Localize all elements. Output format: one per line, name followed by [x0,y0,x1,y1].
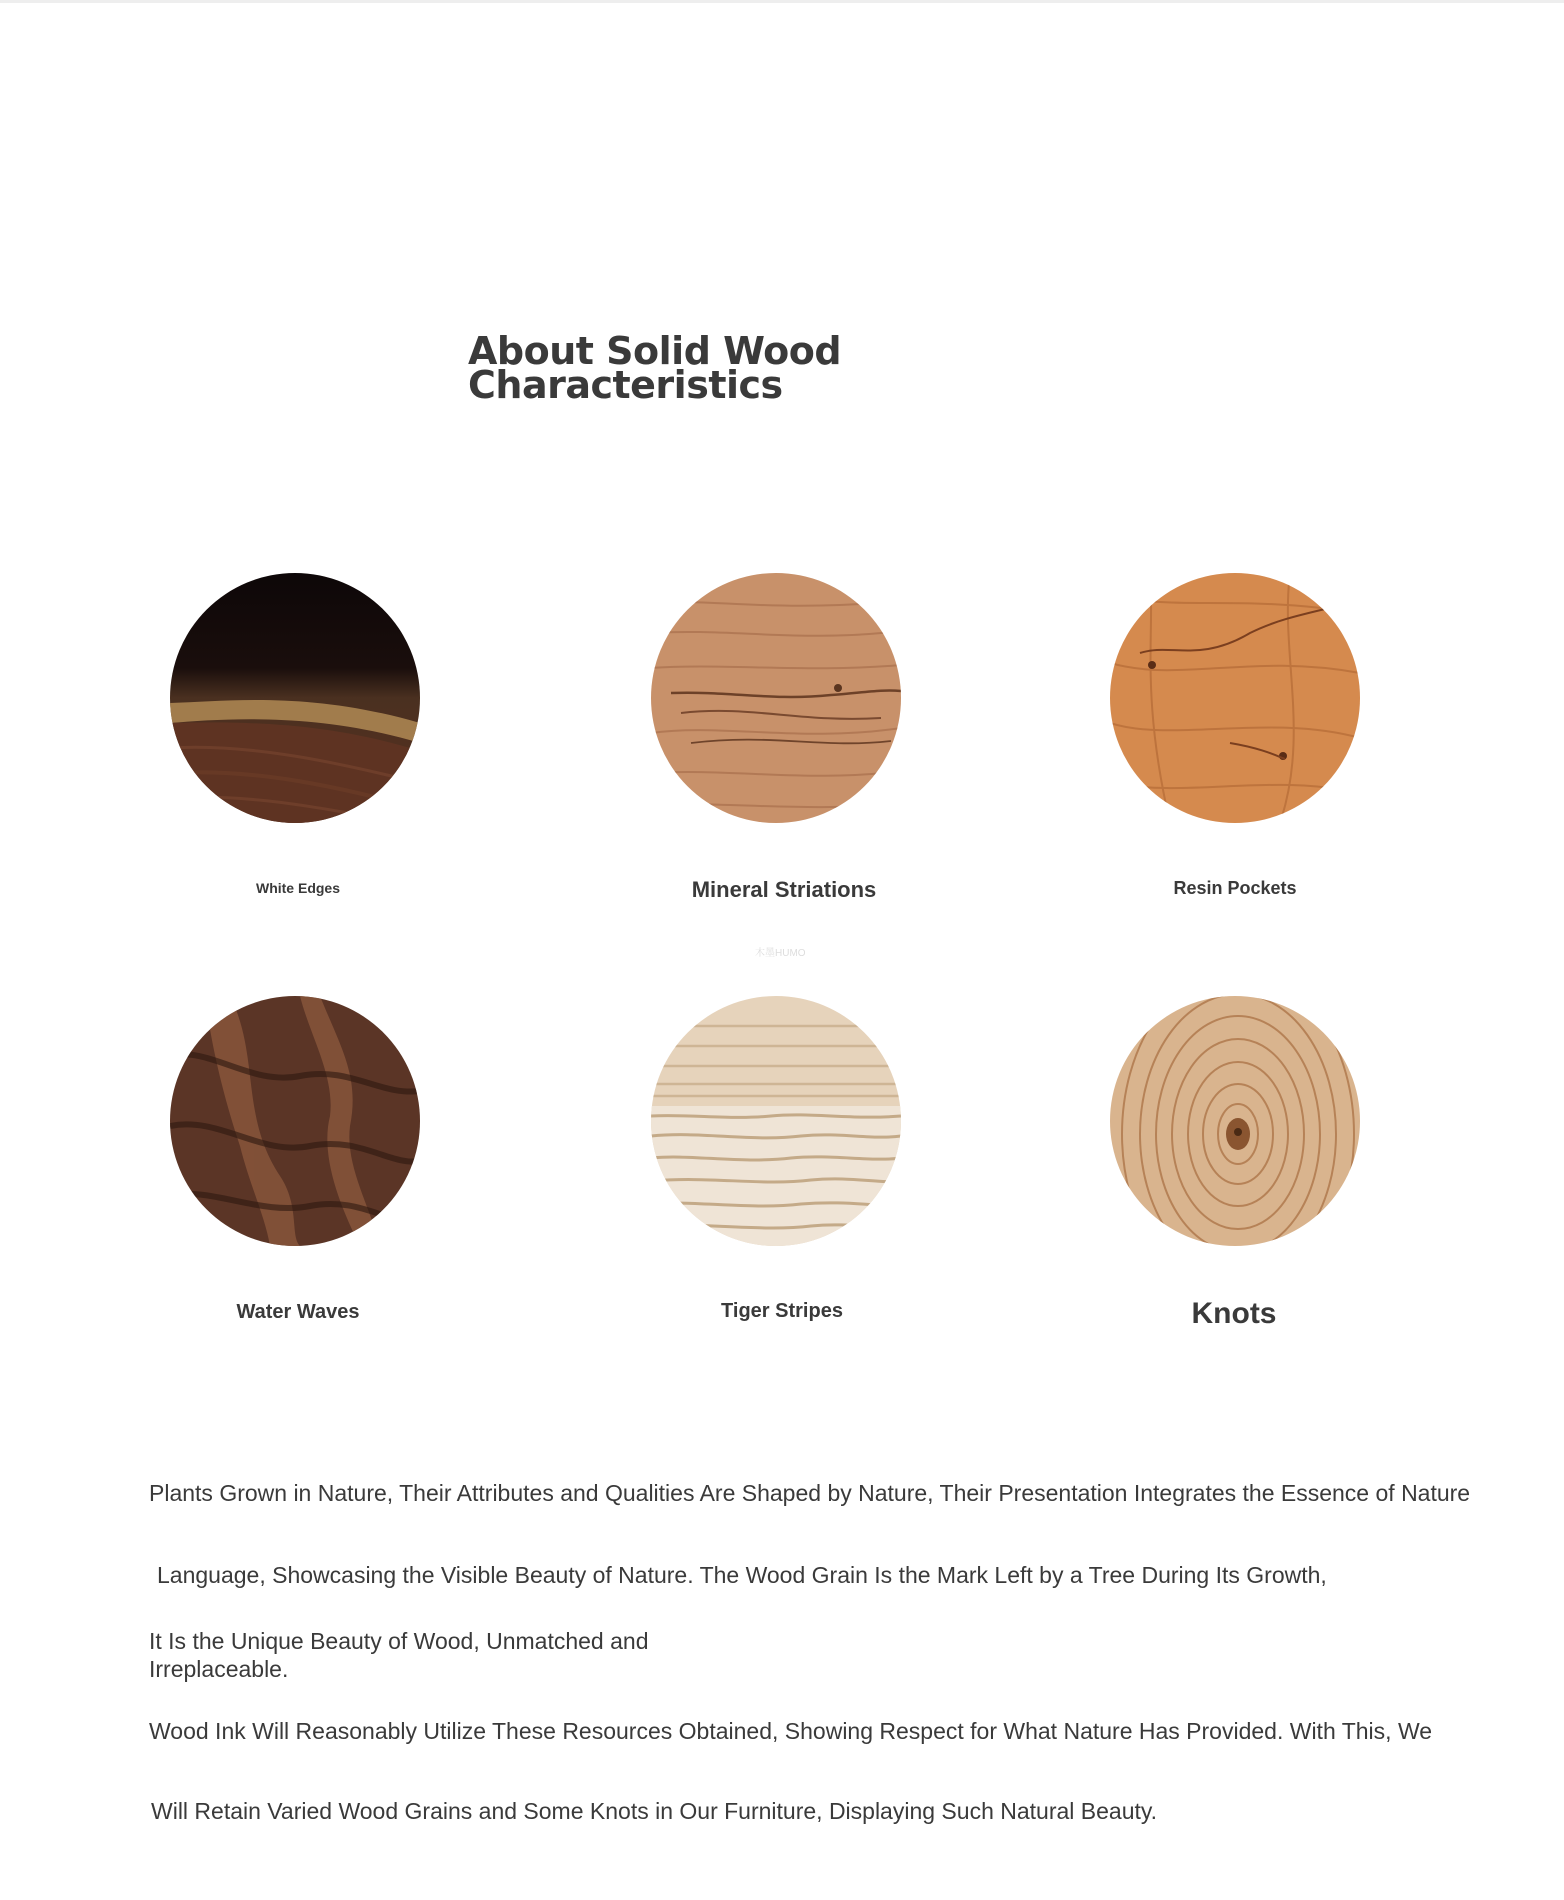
water-waves-image [170,996,420,1246]
description-line-3: It Is the Unique Beauty of Wood, Unmatched and Irreplaceable. [149,1628,649,1682]
knots-label: Knots [1191,1297,1277,1330]
pine-knot-texture [1110,996,1360,1246]
water-waves-label: Water Waves [236,1301,360,1323]
page-title-line-1: About Solid Wood [468,329,842,373]
mineral-striations-image [651,573,901,823]
tiger-stripes-label: Tiger Stripes [721,1300,843,1322]
resin-pockets-label: Resin Pockets [1173,878,1297,898]
cherry-mineral-streak-texture [651,573,901,823]
orange-cherry-grain-texture [1110,573,1360,823]
description-line-4: Wood Ink Will Reasonably Utilize These Resources Obtained, Showing Respect for What Nature Has Provided. With This, We [149,1718,1433,1744]
mineral-striations-label: Mineral Striations [691,877,877,902]
tiger-stripes-image [651,996,901,1246]
watermark-text: 木墨HUMO [755,948,806,959]
description-line-2: Language, Showcasing the Visible Beauty of Nature. The Wood Grain Is the Mark Left by a Tree During Its Growth, [157,1562,1327,1588]
walnut-figure-texture [170,996,420,1246]
ash-tiger-stripe-texture [651,996,901,1246]
description-line-5: Will Retain Varied Wood Grains and Some Knots in Our Furniture, Displaying Such Natural Beauty. [151,1798,1158,1824]
dark-walnut-white-edge-texture [170,573,420,823]
description-line-1: Plants Grown in Nature, Their Attributes and Qualities Are Shaped by Nature, Their Presentation Integrates the Essence of Nature [149,1480,1471,1506]
resin-pockets-image [1110,573,1360,823]
top-border [0,0,1564,3]
knots-image [1110,996,1360,1246]
page-title-line-2: Characteristics [468,363,783,407]
page-title [468,329,1088,407]
white-edges-image [170,573,420,823]
white-edges-label: White Edges [255,880,341,896]
